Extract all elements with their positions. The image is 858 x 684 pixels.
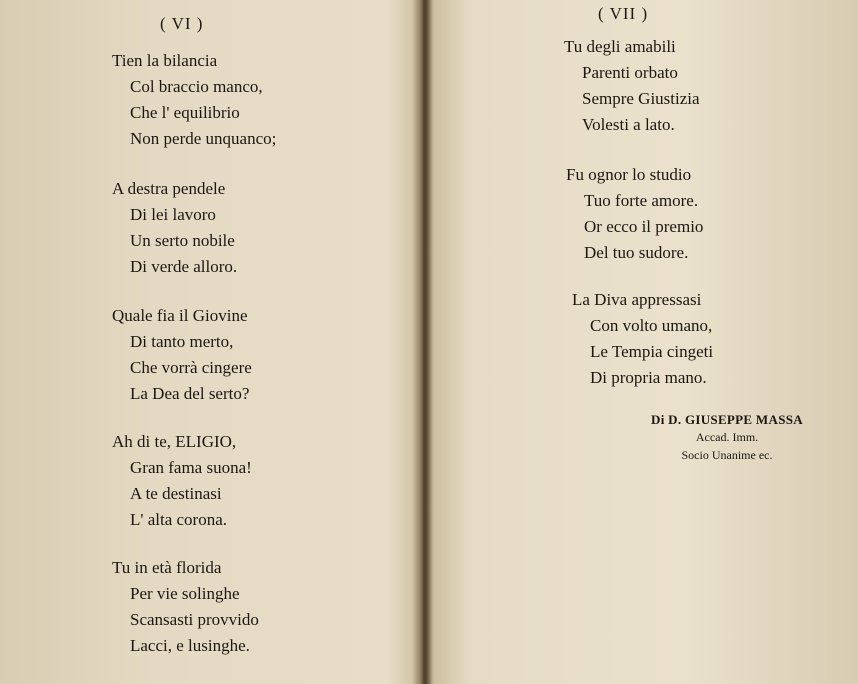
verse-line: Or ecco il premio — [584, 217, 704, 236]
verse-line: Tu degli amabili — [564, 37, 676, 56]
left-stanza-1 — [112, 48, 276, 152]
verse-line: Scansasti provvido — [130, 610, 259, 629]
verse-line: La Dea del serto? — [130, 384, 250, 403]
left-stanza-4 — [112, 429, 252, 533]
verse-line: Gran fama suona! — [130, 458, 252, 477]
left-page-header: ( VI ) — [160, 14, 204, 33]
verse-line: Parenti orbato — [582, 63, 678, 82]
verse-line: Di propria mano. — [590, 368, 707, 387]
verse-line: Sempre Giustizia — [582, 89, 700, 108]
left-stanza-5 — [112, 555, 259, 659]
right-stanza-3 — [572, 287, 713, 391]
verse-line: Che vorrà cingere — [130, 358, 252, 377]
author-signature — [642, 412, 812, 464]
verse-line: Tu in età florida — [112, 558, 222, 577]
signature-author: Di D. GIUSEPPE MASSA — [651, 412, 803, 427]
left-page — [0, 0, 420, 684]
verse-line: Lacci, e lusinghe. — [130, 636, 250, 655]
verse-line: Tuo forte amore. — [584, 191, 699, 210]
verse-line: Fu ognor lo studio — [566, 165, 692, 184]
verse-line: Di lei lavoro — [130, 205, 216, 224]
verse-line: Di verde alloro. — [130, 257, 238, 276]
verse-line: Ah di te, ELIGIO, — [112, 432, 237, 451]
verse-line: Del tuo sudore. — [584, 243, 689, 262]
verse-line: A te destinasi — [130, 484, 222, 503]
left-stanza-3 — [112, 303, 252, 407]
verse-line: Un serto nobile — [130, 231, 235, 250]
verse-line: La Diva appressasi — [572, 290, 702, 309]
right-page — [428, 0, 858, 684]
right-page-header: ( VII ) — [598, 4, 649, 23]
verse-line: Non perde unquanco; — [130, 129, 277, 148]
verse-line: Quale fia il Giovine — [112, 306, 248, 325]
signature-society: Socio Unanime ec. — [681, 448, 773, 462]
verse-line: Con volto umano, — [590, 316, 713, 335]
right-stanza-2 — [566, 162, 703, 266]
verse-line: L' alta corona. — [130, 510, 227, 529]
verse-line: Di tanto merto, — [130, 332, 234, 351]
verse-line: Volesti a lato. — [582, 115, 675, 134]
left-stanza-2 — [112, 176, 237, 280]
verse-line: A destra pendele — [112, 179, 226, 198]
verse-line: Che l' equilibrio — [130, 103, 240, 122]
verse-line: Le Tempia cingeti — [590, 342, 714, 361]
verse-line: Per vie solinghe — [130, 584, 240, 603]
right-stanza-1 — [564, 34, 700, 138]
signature-title: Accad. Imm. — [695, 430, 759, 444]
verse-line: Tien la bilancia — [112, 51, 218, 70]
verse-line: Col braccio manco, — [130, 77, 263, 96]
